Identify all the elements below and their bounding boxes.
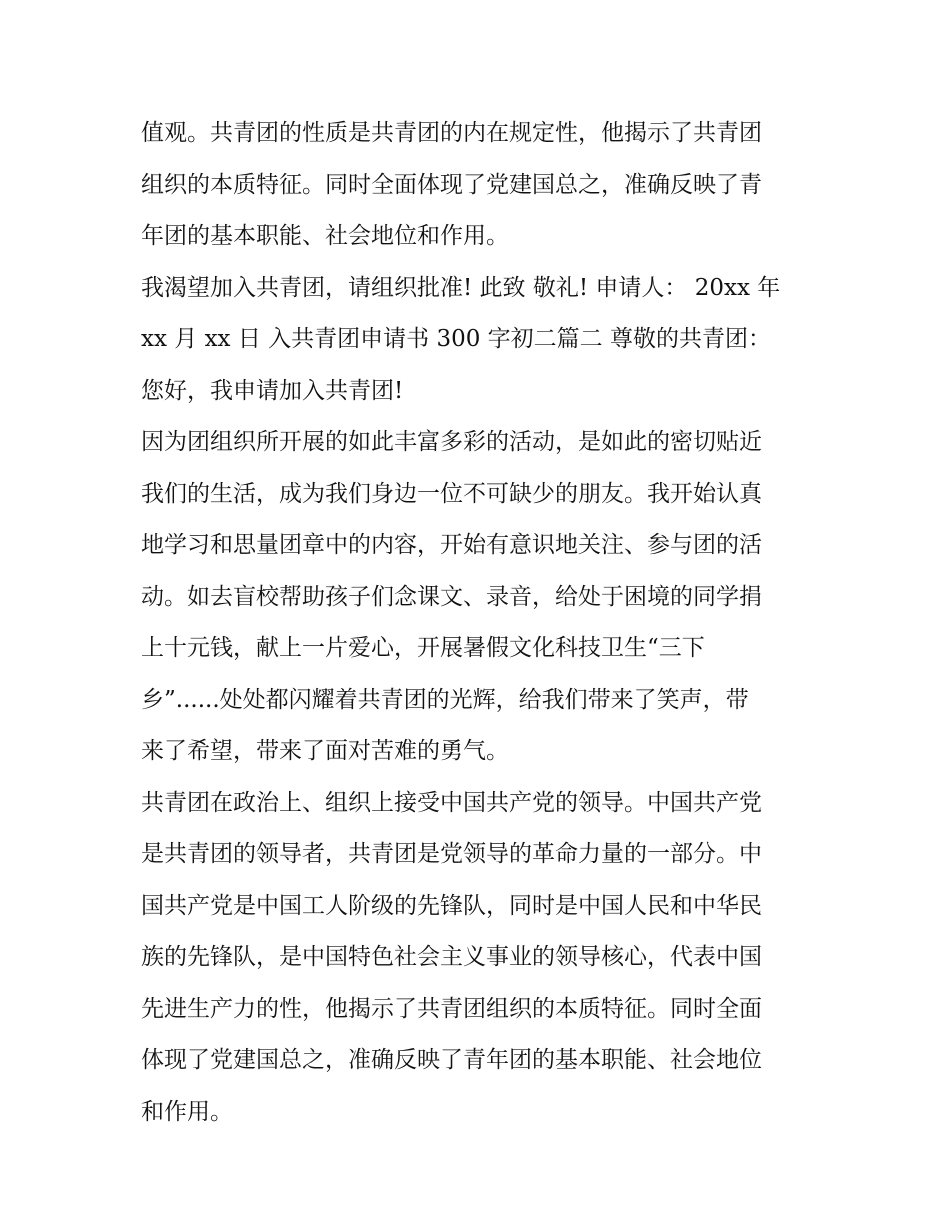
text-line: 动。如去盲校帮助孩子们念课文、录音，给处于困境的同学捐 [141, 583, 762, 610]
text-line: 是共青团的领导者，共青团是党领导的革命力量的一部分。中 [141, 841, 762, 867]
text-line: 族的先锋队，是中国特色社会主义事业的领导核心，代表中国 [141, 944, 762, 970]
text-line: 您好，我申请加入共青团! [141, 377, 404, 404]
document-body [141, 108, 813, 1138]
text-line: 来了希望，带来了面对苦难的勇气。 [141, 738, 509, 764]
text-line: 年团的基本职能、社会地位和作用。 [141, 223, 509, 249]
paragraph-2 [141, 263, 813, 418]
text-line: 共青团在政治上、组织上接受中国共产党的领导。中国共产党 [141, 789, 762, 816]
text-line: 因为团组织所开展的如此丰富多彩的活动，是如此的密切贴近 [141, 429, 762, 455]
text-line: xx 月 xx 日 入共青团申请书 300 字初二篇二 尊敬的共青团： [141, 326, 771, 352]
text-line: 和作用。 [141, 1098, 233, 1125]
text-line: 我们的生活，成为我们身边一位不可缺少的朋友。我开始认真 [141, 480, 762, 507]
text-line: 国共产党是中国工人阶级的先锋队，同时是中国人民和中华民 [141, 892, 762, 919]
paragraph-4 [141, 778, 813, 1139]
paragraph-3 [141, 417, 813, 778]
text-line: 地学习和思量团章中的内容，开始有意识地关注、参与团的活 [141, 532, 762, 558]
text-line: 我渴望加入共青团，请组织批准! 此致 敬礼! 申请人： 20xx 年 [141, 274, 781, 301]
text-line: 值观。共青团的性质是共青团的内在规定性，他揭示了共青团 [141, 120, 762, 146]
text-line: 上十元钱，献上一片爱心，开展暑假文化科技卫生“三下 [141, 635, 705, 661]
text-line: 乡”......处处都闪耀着共青团的光辉，给我们带来了笑声，带 [141, 686, 749, 713]
text-line: 先进生产力的性，他揭示了共青团组织的本质特征。同时全面 [141, 995, 762, 1022]
paragraph-1 [141, 108, 813, 263]
text-line: 体现了党建国总之，准确反映了青年团的基本职能、社会地位 [141, 1047, 762, 1073]
text-line: 组织的本质特征。同时全面体现了党建国总之，准确反映了青 [141, 171, 762, 198]
